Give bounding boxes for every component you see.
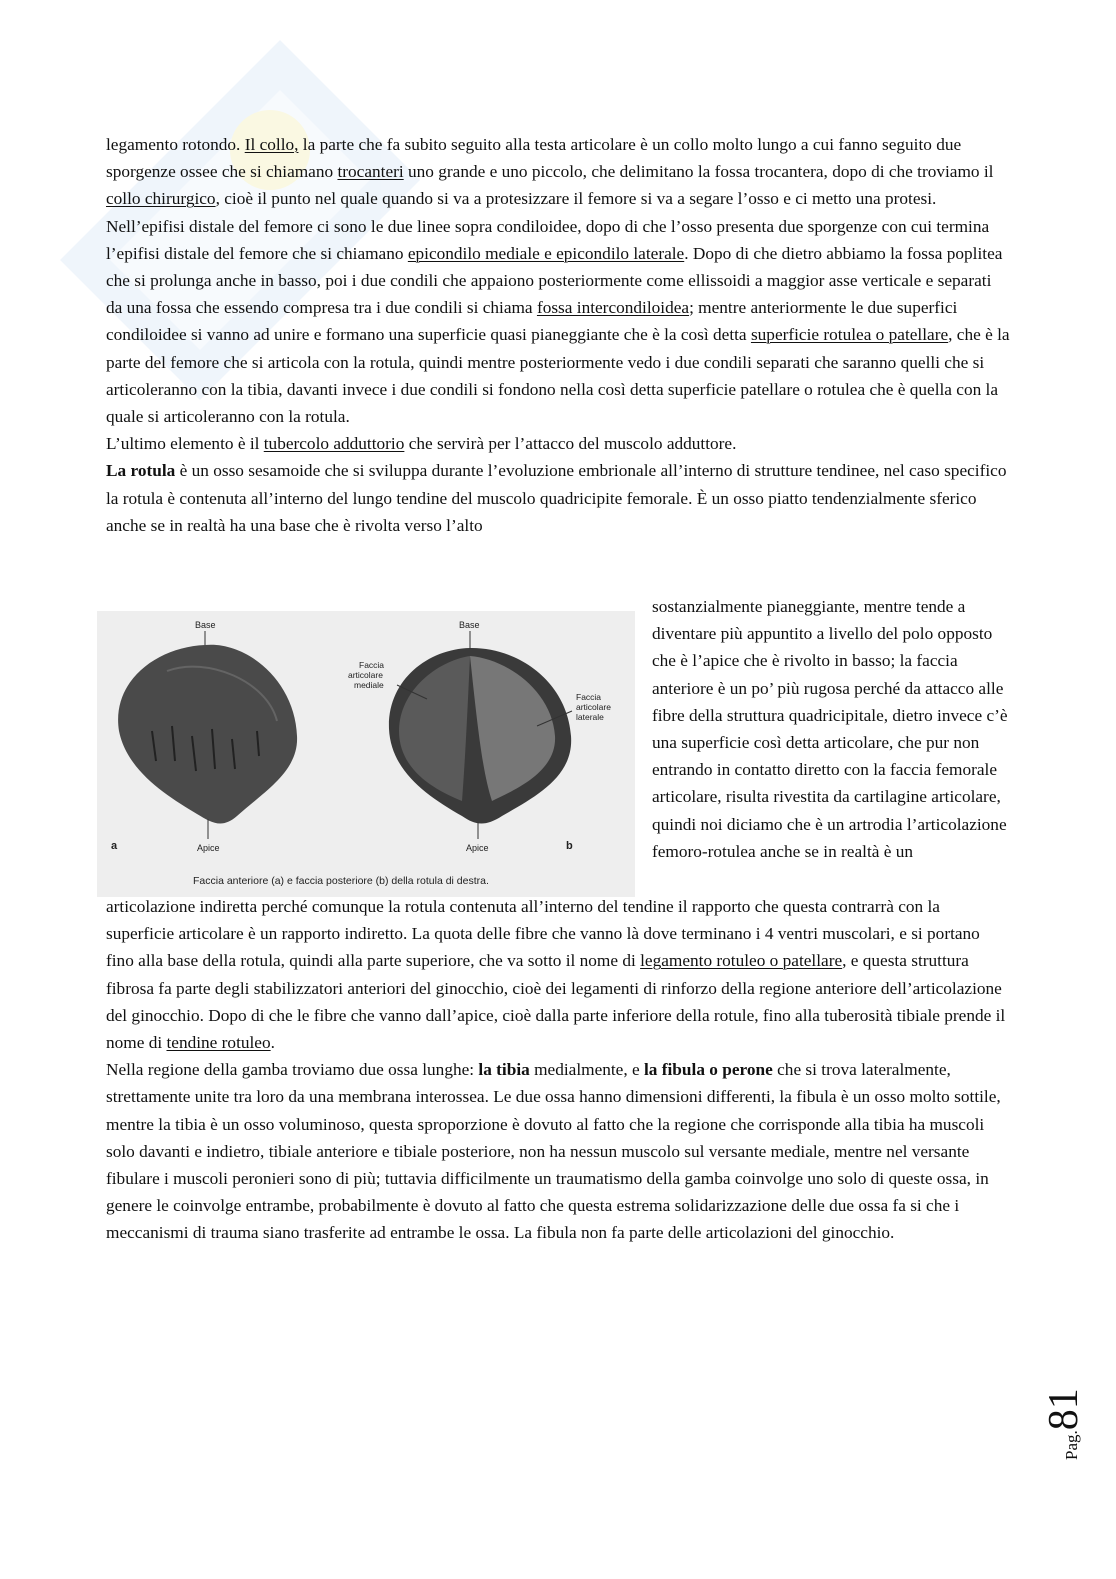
label-base-a: Base [195, 620, 216, 630]
page-number-value: 81 [1041, 1388, 1087, 1431]
paragraph-epifisi-distale: Nell’epifisi distale del femore ci sono le due linee sopra condiloidee, dopo di che l’osso presenta due sporgenze con cui termina l’epifisi distale del femore che si chiamano epicondilo mediale e epicondilo laterale. Dopo di che dietro abbiamo la fossa poplitea che si prolunga anche in basso, poi i due condili che appaiono posteriormente come ellissoidi a maggior asse verticale e separati da una fossa che essendo compresa tra i due condili si chiama fossa intercondiloidea; mentre anteriormente le due superfici condiloidee si vanno ad unire e formano una superficie quasi pianeggiante che è la così detta superficie rotulea o patellare, che è la parte del femore che si articola con la rotula, quindi mentre posteriormente vedo i due condili separati che saranno quelli che si articoleranno con la tibia, davanti invece i due condili si fondono nella così detta superficie patellare o rotulea che è quella con la quale si articoleranno con la rotula. [106, 216, 1010, 427]
patella-anterior-illustration [118, 645, 297, 824]
label-lateral-2: articolare [576, 702, 611, 712]
label-base-b: Base [459, 620, 480, 630]
label-b: b [566, 840, 573, 852]
text-block-top [106, 131, 1010, 539]
label-medial-1: Faccia [359, 660, 385, 670]
paragraph-faccia: sostanzialmente pianeggiante, mentre tende a diventare più appuntito a livello del polo opposto che è l’apice che è rivolto in basso; la faccia anteriore è un po’ più rugosa perché da attacco alle fibre della struttura quadricipitale, dietro invece c’è una superficie così detta articolare, che pur non entrando in contatto diretto con la faccia femorale articolare, risulta rivestita da cartilagine articolare, quindi noi diciamo che è un artrodia l’articolazione femoro-rotulea anche se in realtà è un [652, 597, 1008, 861]
label-apice-a: Apice [197, 843, 220, 853]
paragraph-articolazione-indiretta: articolazione indiretta perché comunque la rotula contenuta all’interno del tendine il rapporto che questa contrarrà con la superficie articolare è un rapporto indiretto. La quota delle fibre che vanno là dove terminano i 4 ventri muscolari, e si portano fino alla base della rotula, quindi alla parte superiore, che va sotto il nome di legamento rotuleo o patellare, e questa struttura fibrosa fa parte degli stabilizzatori anteriori del ginocchio, cioè dei legamenti di rinforzo della regione anteriore dell’articolazione del ginocchio. Dopo di che le fibre che vanno dall’apice, cioè dalla parte inferiore della rotule, fino alla tuberosità tibiale prende il nome di tendine rotuleo. [106, 897, 1006, 1053]
page-number-label: Pag. [1062, 1430, 1081, 1460]
text-block-bottom [106, 893, 1010, 1247]
label-medial-2: articolare [348, 670, 383, 680]
paragraph-gamba: Nella regione della gamba troviamo due ossa lunghe: la tibia medialmente, e la fibula o perone che si trova lateralmente, strettamente unite tra loro da una membrana interossea. Le due ossa hanno dimensioni differenti, la fibula è un osso molto sottile, mentre la tibia è un osso voluminoso, questa sproporzione è dovuto al fatto che la regione che corrisponde alla tibia ha muscoli solo davanti e indietro, tibiale anteriore e tibiale posteriore, non ha nessun muscolo sul versante mediale, mentre nel versante fibulare i muscoli peronieri sono di più; tuttavia difficilmente un traumatismo della gamba coinvolge uno solo di queste ossa, in genere le coinvolge entrambe, probabilmente è dovuto al fatto che questa estrema solidarizzazione delle due ossa fa si che i meccanismi di trauma siano trasferite ad entrambe le ossa. La fibula non fa parte delle articolazioni del ginocchio. [106, 1060, 1001, 1243]
paragraph-rotula: La rotula è un osso sesamoide che si sviluppa durante l’evoluzione embrionale all’interno di strutture tendinee, nel caso specifico la rotula è contenuta all’interno del lungo tendine del muscolo quadricipite femorale. È un osso piatto tendenzialmente sferico anche se in realtà ha una base che è rivolta verso l’alto [106, 461, 1007, 535]
paragraph-collo: legamento rotondo. Il collo, la parte che fa subito seguito alla testa articolare è un collo molto lungo a cui fanno seguito due sporgenze ossee che si chiamano trocanteri uno grande e uno piccolo, che delimitano la fossa trocantera, dopo di che troviamo il collo chirurgico, cioè il punto nel quale quando si va a protesizzare il femore si va a segare l’osso e ci metto una protesi. [106, 135, 994, 209]
label-a: a [111, 840, 118, 852]
label-lateral-3: laterale [576, 712, 604, 722]
label-medial-3: mediale [354, 680, 384, 690]
label-apice-b: Apice [466, 843, 489, 853]
paragraph-tubercolo: L’ultimo elemento è il tubercolo adduttorio che servirà per l’attacco del muscolo adduttore. [106, 434, 737, 454]
page-number [1040, 1380, 1087, 1460]
figure-caption: Faccia anteriore (a) e faccia posteriore (b) della rotula di destra. [193, 875, 489, 887]
patella-figure [97, 611, 635, 897]
text-block-beside-figure [652, 593, 1012, 865]
label-lateral-1: Faccia [576, 692, 602, 702]
